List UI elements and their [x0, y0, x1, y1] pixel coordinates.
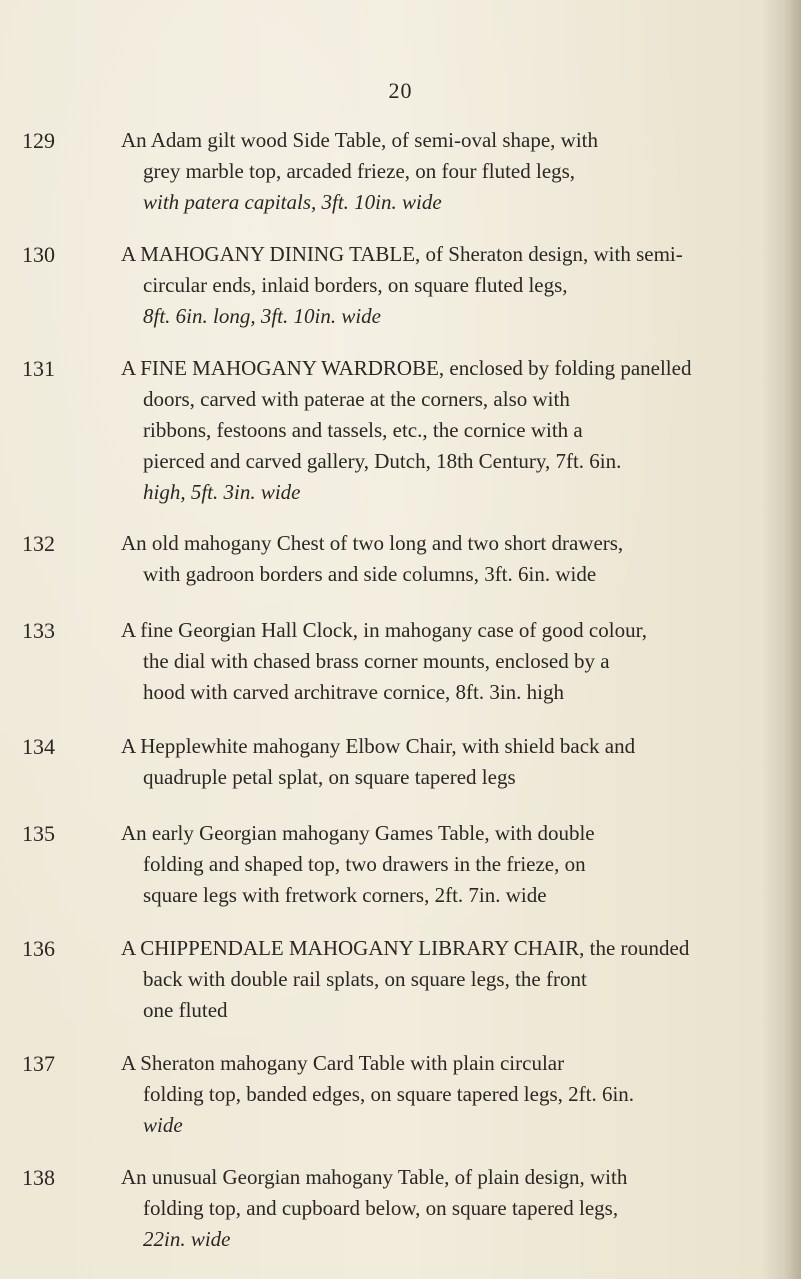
lot-description-line: 8ft. 6in. long, 3ft. 10in. wide	[143, 304, 382, 328]
lot-number: 129	[22, 128, 55, 153]
lot-number: 131	[22, 356, 55, 381]
lot-number: 130	[22, 242, 55, 267]
lot-description-line: A MAHOGANY DINING TABLE, of Sheraton design, with semi-	[121, 242, 683, 266]
lot-description	[121, 818, 761, 911]
lot-description-line: the dial with chased brass corner mounts, enclosed by a	[143, 649, 610, 673]
lot-description	[121, 615, 761, 708]
lot-number: 138	[22, 1165, 55, 1190]
lot-number: 132	[22, 531, 55, 556]
lot-description-line: quadruple petal splat, on square tapered legs	[143, 765, 516, 789]
lot-description-line: circular ends, inlaid borders, on square fluted legs,	[143, 273, 568, 297]
lot-description-line: folding and shaped top, two drawers in the frieze, on	[143, 852, 586, 876]
lot-number: 135	[22, 821, 55, 846]
lot-description-line: An unusual Georgian mahogany Table, of plain design, with	[121, 1165, 628, 1189]
lot-description-line: A CHIPPENDALE MAHOGANY LIBRARY CHAIR, the rounded	[121, 936, 690, 960]
lot-number: 133	[22, 618, 55, 643]
page-edge-shadow	[761, 0, 801, 1279]
lot-description-line: folding top, and cupboard below, on square tapered legs,	[143, 1196, 619, 1220]
lot-description-line: A fine Georgian Hall Clock, in mahogany case of good colour,	[121, 618, 647, 642]
lot-description-line: 22in. wide	[143, 1227, 231, 1251]
lot-description	[121, 731, 761, 793]
lot-description-line: one fluted	[143, 998, 228, 1022]
lot-description-line: A Sheraton mahogany Card Table with plain circular	[121, 1051, 565, 1075]
lot-description-line: An old mahogany Chest of two long and two short drawers,	[121, 531, 624, 555]
lot-description	[121, 528, 761, 590]
lot-description-line: back with double rail splats, on square legs, the front	[143, 967, 587, 991]
lot-number: 137	[22, 1051, 55, 1076]
lot-description	[121, 1048, 761, 1141]
lot-description-line: doors, carved with paterae at the corners, also with	[143, 387, 570, 411]
lot-description-line: square legs with fretwork corners, 2ft. 7in. wide	[143, 883, 547, 907]
lot-description-line: high, 5ft. 3in. wide	[143, 480, 301, 504]
lot-description-line: wide	[143, 1113, 183, 1137]
lot-description-line: A FINE MAHOGANY WARDROBE, enclosed by folding panelled	[121, 356, 692, 380]
lot-number: 134	[22, 734, 55, 759]
lot-description	[121, 239, 761, 332]
lot-description	[121, 933, 761, 1026]
lot-description-line: ribbons, festoons and tassels, etc., the cornice with a	[143, 418, 583, 442]
lot-description	[121, 125, 761, 218]
lot-description-line: with gadroon borders and side columns, 3ft. 6in. wide	[143, 562, 597, 586]
lot-number: 136	[22, 936, 55, 961]
page-number: 20	[388, 78, 413, 103]
lot-description-line: An Adam gilt wood Side Table, of semi-oval shape, with	[121, 128, 598, 152]
lot-description-line: with patera capitals, 3ft. 10in. wide	[143, 190, 442, 214]
lot-description-line: pierced and carved gallery, Dutch, 18th Century, 7ft. 6in.	[143, 449, 622, 473]
lot-description-line: folding top, banded edges, on square tapered legs, 2ft. 6in.	[143, 1082, 635, 1106]
lot-description	[121, 1162, 761, 1255]
lot-description-line: hood with carved architrave cornice, 8ft. 3in. high	[143, 680, 565, 704]
lot-description-line: A Hepplewhite mahogany Elbow Chair, with shield back and	[121, 734, 636, 758]
lot-description-line: An early Georgian mahogany Games Table, with double	[121, 821, 595, 845]
lot-description-line: grey marble top, arcaded frieze, on four fluted legs,	[143, 159, 576, 183]
lot-description	[121, 353, 761, 508]
